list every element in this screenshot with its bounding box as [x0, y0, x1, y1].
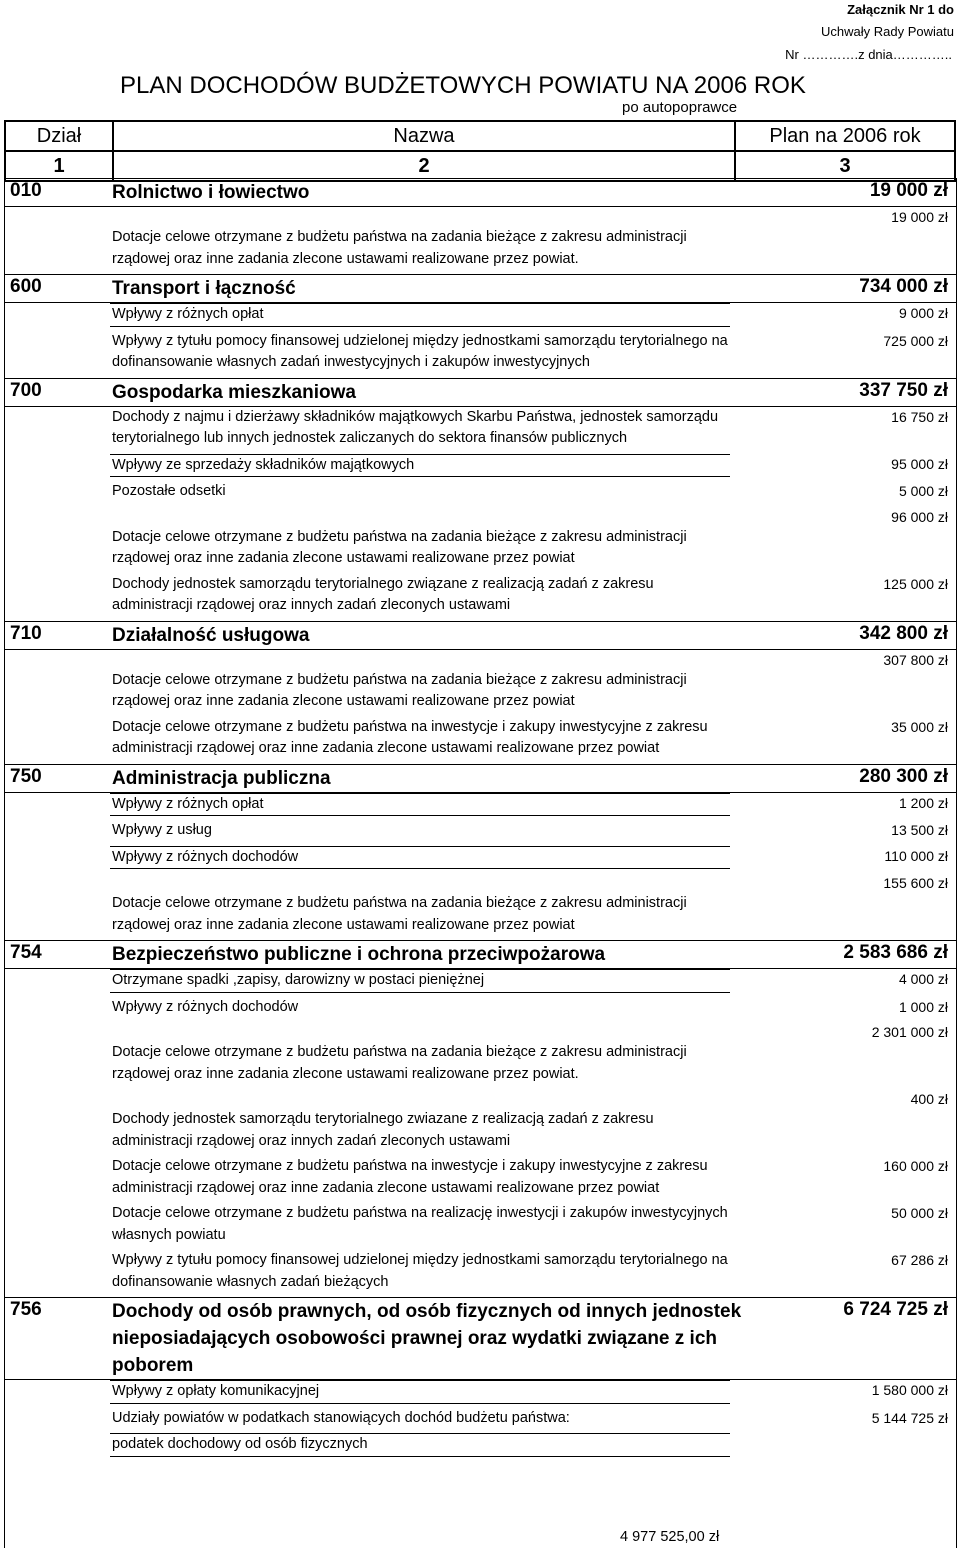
item-row — [4, 873, 956, 936]
section-name: Gospodarka mieszkaniowa — [112, 381, 356, 403]
item-amount: 9 000 zł — [898, 305, 948, 321]
item-row — [4, 303, 956, 327]
section-row — [4, 940, 956, 969]
item-row — [4, 1022, 956, 1085]
item-name: Dotacje celowe otrzymane z budżetu państwa na inwestycje i zakupy inwestycyjne z zakresu administracji rządowej oraz inne zadania zlecone ustawami realizowane przez powiat — [112, 718, 708, 756]
column-number-1: 1 — [4, 152, 114, 180]
item-amount: 19 000 zł — [891, 209, 948, 225]
section-row — [4, 274, 956, 303]
item-amount: 725 000 zł — [883, 332, 948, 349]
section-amount: 734 000 zł — [859, 276, 948, 297]
item-row — [4, 1433, 956, 1457]
item-name: podatek dochodowy od osób fizycznych — [110, 1433, 730, 1457]
sub-amount: 4 977 525,00 zł — [620, 1529, 720, 1545]
section-row — [4, 378, 956, 407]
section-name: Działalność usługowa — [112, 624, 310, 646]
section-amount: 337 750 zł — [859, 379, 948, 401]
section-code: 700 — [10, 379, 42, 401]
item-row — [4, 717, 956, 760]
item-name: Wpływy z tytułu pomocy finansowej udzielonej między jednostkami samorządu terytorialnego na dofinansowanie własnych zadań bieżących — [112, 1252, 728, 1290]
item-name: Dotacje celowe otrzymane z budżetu państwa na zadania bieżące z zakresu administracji rządowej oraz inne zadania zlecone ustawami realizowane przez powiat — [112, 671, 687, 709]
item-amount: 96 000 zł — [891, 508, 948, 525]
item-row — [4, 1250, 956, 1293]
resolution-label: Uchwały Rady Powiatu — [821, 24, 954, 39]
item-name: Wpływy z różnych dochodów — [110, 846, 730, 870]
table-header — [4, 120, 956, 176]
item-row — [4, 574, 956, 617]
item-name: Wpływy z usług — [112, 822, 212, 838]
item-name: Dotacje celowe otrzymane z budżetu państwa na inwestycje i zakupy inwestycyjne z zakresu administracji rządowej oraz inne zadania zlecone ustawami realizowane przez powiat — [112, 1158, 708, 1196]
item-amount: 4 000 zł — [898, 971, 948, 987]
section-code: 754 — [10, 942, 42, 963]
section-name: Bezpieczeństwo publiczne i ochrona przeciwpożarowa — [112, 944, 606, 965]
item-name: Wpływy z opłaty komunikacyjnej — [110, 1380, 730, 1404]
page-title: PLAN DOCHODÓW BUDŻETOWYCH POWIATU NA 2006 ROK — [120, 72, 806, 99]
item-amount: 5 144 725 zł — [871, 1409, 948, 1426]
item-name: Dotacje celowe otrzymane z budżetu państwa na realizację inwestycji i zakupów inwestycyjnych własnych powiatu — [112, 1205, 728, 1243]
item-row — [4, 207, 956, 270]
section-row — [4, 1297, 956, 1380]
section-code: 010 — [10, 180, 42, 201]
section-amount: 280 300 zł — [859, 765, 948, 787]
section-row — [4, 178, 956, 207]
item-name: Wpływy z różnych dochodów — [112, 998, 299, 1015]
section-row — [4, 764, 956, 793]
income-table-body — [4, 178, 956, 1461]
item-row — [4, 1408, 956, 1430]
item-name: Dochody z najmu i dzierżawy składników majątkowych Skarbu Państwa, jednostek samorządu terytorialnego lub innych jednostek zaliczanych do sektora finansów publicznych — [112, 408, 719, 446]
item-amount: 155 600 zł — [883, 875, 948, 891]
section-amount: 2 583 686 zł — [843, 942, 948, 963]
item-name: Dochody jednostek samorządu terytorialnego zwiazane z realizacją zadań z zakresu administracji rządowej oraz innych zadań zleconych ustawami — [112, 1111, 654, 1149]
item-name: Udziały powiatów w podatkach stanowiących dochód budżetu państwa: — [112, 1409, 570, 1426]
column-header-nazwa: Nazwa — [114, 122, 736, 150]
item-amount: 110 000 zł — [884, 847, 948, 864]
item-row — [4, 1203, 956, 1246]
item-amount: 1 000 zł — [898, 998, 948, 1015]
item-name: Otrzymane spadki ,zapisy, darowizny w postaci pieniężnej — [110, 969, 730, 993]
section-amount: 19 000 zł — [869, 180, 948, 201]
item-row — [4, 1156, 956, 1199]
item-name: Dochody jednostek samorządu terytorialnego związane z realizacją zadań z zakresu administracji rządowej oraz innych zadań zleconych ustawami — [112, 575, 654, 613]
item-amount: 1 580 000 zł — [871, 1382, 948, 1398]
item-row — [4, 331, 956, 374]
annex-label: Załącznik Nr 1 do — [847, 2, 954, 17]
item-amount: 2 301 000 zł — [871, 1024, 948, 1040]
section-code: 756 — [10, 1299, 42, 1320]
item-name: Wpływy ze sprzedaży składników majątkowych — [110, 454, 730, 478]
item-row — [4, 997, 956, 1019]
item-amount: 307 800 zł — [883, 651, 948, 668]
item-amount: 35 000 zł — [891, 718, 948, 735]
section-name: Transport i łączność — [112, 278, 296, 299]
item-name: Dotacje celowe otrzymane z budżetu państwa na zadania bieżące z zakresu administracji rządowej oraz inne zadania zlecone ustawami realizowane przez powiat — [112, 895, 687, 933]
section-name: Administracja publiczna — [112, 767, 331, 789]
resolution-number: Nr ………….z dnia………….. — [785, 47, 952, 62]
item-name: Dotacje celowe otrzymane z budżetu państwa na zadania bieżące z zakresu administracji rządowej oraz inne zadania zlecone ustawami realizowane przez powiat — [112, 528, 687, 566]
section-name: Rolnictwo i łowiectwo — [112, 182, 310, 203]
section-row — [4, 621, 956, 650]
item-name: Wpływy z tytułu pomocy finansowej udzielonej między jednostkami samorządu terytorialnego na dofinansowanie własnych zadań inwestycyjnych i zakupów inwestycyjnych — [112, 332, 728, 370]
item-name: Wpływy z różnych opłat — [110, 793, 730, 817]
item-amount: 5 000 zł — [898, 483, 948, 499]
column-header-dzial: Dział — [4, 122, 114, 150]
item-amount: 400 zł — [910, 1091, 948, 1107]
column-number-2: 2 — [114, 152, 736, 180]
item-row — [4, 846, 956, 870]
item-row — [4, 650, 956, 713]
section-name: Dochody od osób prawnych, od osób fizycznych od innych jednostek nieposiadających osobowości prawnej oraz wydatki związane z ich poborem — [112, 1301, 742, 1376]
item-amount: 125 000 zł — [883, 575, 948, 592]
section-code: 710 — [10, 622, 42, 644]
item-amount: 50 000 zł — [891, 1205, 948, 1221]
item-row — [4, 820, 956, 842]
item-amount: 160 000 zł — [883, 1158, 948, 1174]
item-row — [4, 454, 956, 478]
section-code: 750 — [10, 765, 42, 787]
column-header-plan: Plan na 2006 rok — [736, 122, 956, 150]
item-amount: 13 500 zł — [891, 822, 948, 838]
item-row — [4, 507, 956, 570]
item-row — [4, 969, 956, 993]
table-right-border — [956, 178, 957, 1548]
item-name: Pozostałe odsetki — [112, 483, 226, 499]
item-name: Dotacje celowe otrzymane z budżetu państwa na zadania bieżące z zakresu administracji rządowej oraz inne zadania zlecone ustawami realizowane przez powiat. — [112, 1044, 687, 1082]
item-amount: 1 200 zł — [898, 794, 948, 811]
item-row — [4, 407, 956, 450]
item-amount: 67 286 zł — [891, 1252, 948, 1268]
item-amount: 16 750 zł — [891, 408, 948, 425]
item-row — [4, 481, 956, 503]
item-row — [4, 1089, 956, 1152]
page-subtitle: po autopoprawce — [622, 99, 738, 116]
section-code: 600 — [10, 276, 42, 297]
section-amount: 342 800 zł — [859, 622, 948, 644]
item-amount: 95 000 zł — [891, 455, 948, 472]
section-amount: 6 724 725 zł — [843, 1299, 948, 1320]
item-name: Wpływy z różnych opłat — [110, 303, 730, 327]
column-number-3: 3 — [736, 152, 956, 180]
item-row — [4, 1380, 956, 1404]
item-name: Dotacje celowe otrzymane z budżetu państwa na zadania bieżące z zakresu administracji rządowej oraz inne zadania zlecone ustawami realizowane przez powiat. — [112, 229, 687, 267]
item-row — [4, 793, 956, 817]
